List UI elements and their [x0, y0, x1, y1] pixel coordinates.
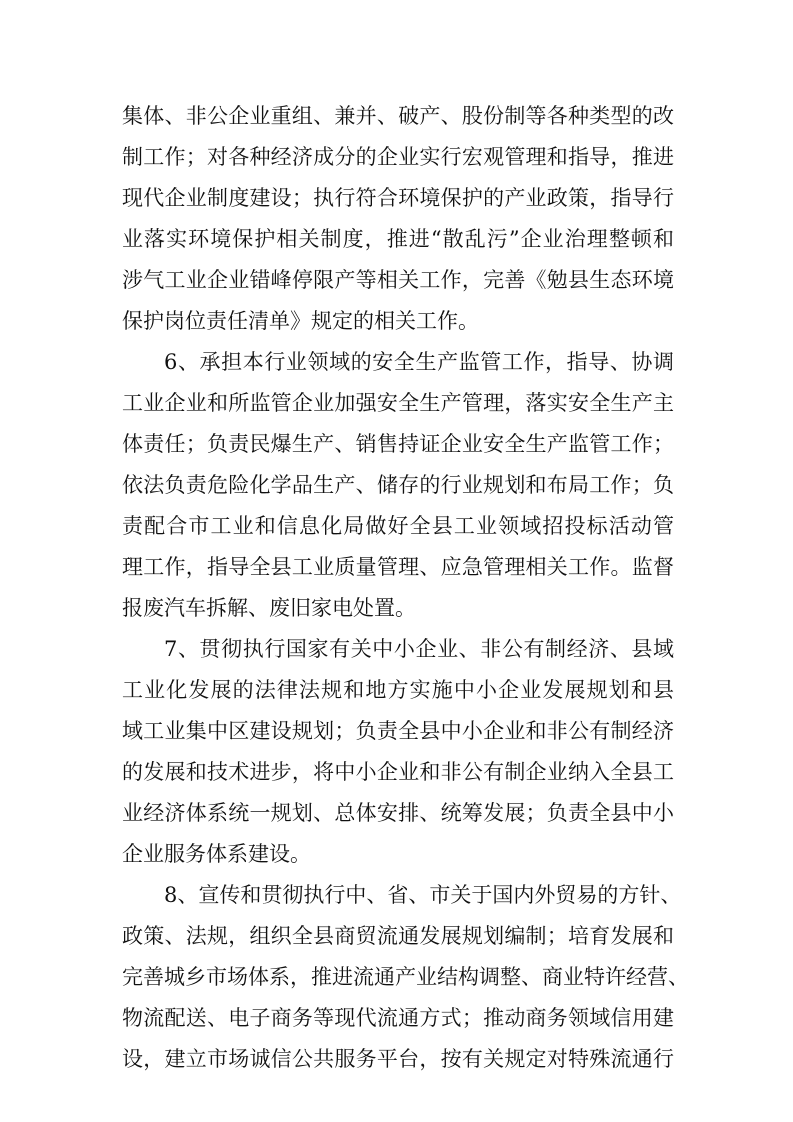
text-line: 业经济体系统一规划、总体安排、统筹发展；负责全县中小: [122, 801, 674, 825]
text-line: 制工作；对各种经济成分的企业实行宏观管理和指导，推进: [122, 145, 674, 169]
text-line: 报废汽车拆解、废旧家电处置。: [122, 596, 416, 620]
text-line: 完善城乡市场体系，推进流通产业结构调整、商业特许经营、: [122, 965, 689, 989]
text-line: 理工作，指导全县工业质量管理、应急管理相关工作。监督: [122, 555, 674, 579]
text-line: 域工业集中区建设规划；负责全县中小企业和非公有制经济: [122, 719, 674, 743]
text-line: 物流配送、电子商务等现代流通方式；推动商务领域信用建: [122, 1006, 674, 1030]
text-line: 涉气工业企业错峰停限产等相关工作，完善《勉县生态环境: [122, 268, 674, 292]
text-line: 保护岗位责任清单》规定的相关工作。: [122, 309, 479, 333]
paragraph-2: [122, 342, 674, 629]
text-line: 责配合市工业和信息化局做好全县工业领域招投标活动管: [122, 514, 674, 538]
text-line: 的发展和技术进步，将中小企业和非公有制企业纳入全县工: [122, 760, 674, 784]
text-line: 8、宣传和贯彻执行中、省、市关于国内外贸易的方针、: [164, 883, 682, 907]
text-line: 集体、非公企业重组、兼并、破产、股份制等各种类型的改: [122, 104, 674, 128]
text-line: 6、承担本行业领域的安全生产监管工作，指导、协调: [164, 350, 674, 374]
paragraph-1: [122, 96, 674, 342]
paragraph-3: [122, 629, 674, 875]
text-line: 工业企业和所监管企业加强安全生产管理，落实安全生产主: [122, 391, 674, 415]
text-line: 业落实环境保护相关制度，推进“散乱污”企业治理整顿和: [122, 227, 674, 251]
text-line: 企业服务体系建设。: [122, 842, 311, 866]
text-line: 7、贯彻执行国家有关中小企业、非公有制经济、县域: [164, 637, 674, 661]
document-body: [122, 96, 689, 1080]
text-line: 体责任；负责民爆生产、销售持证企业安全生产监管工作；: [122, 432, 674, 456]
text-line: 现代企业制度建设；执行符合环境保护的产业政策，指导行: [122, 186, 674, 210]
paragraph-4: [122, 875, 689, 1080]
text-line: 工业化发展的法律法规和地方实施中小企业发展规划和县: [122, 678, 674, 702]
text-line: 政策、法规，组织全县商贸流通发展规划编制；培育发展和: [122, 924, 674, 948]
text-line: 依法负责危险化学品生产、储存的行业规划和布局工作；负: [122, 473, 674, 497]
text-line: 设，建立市场诚信公共服务平台，按有关规定对特殊流通行: [122, 1047, 674, 1071]
